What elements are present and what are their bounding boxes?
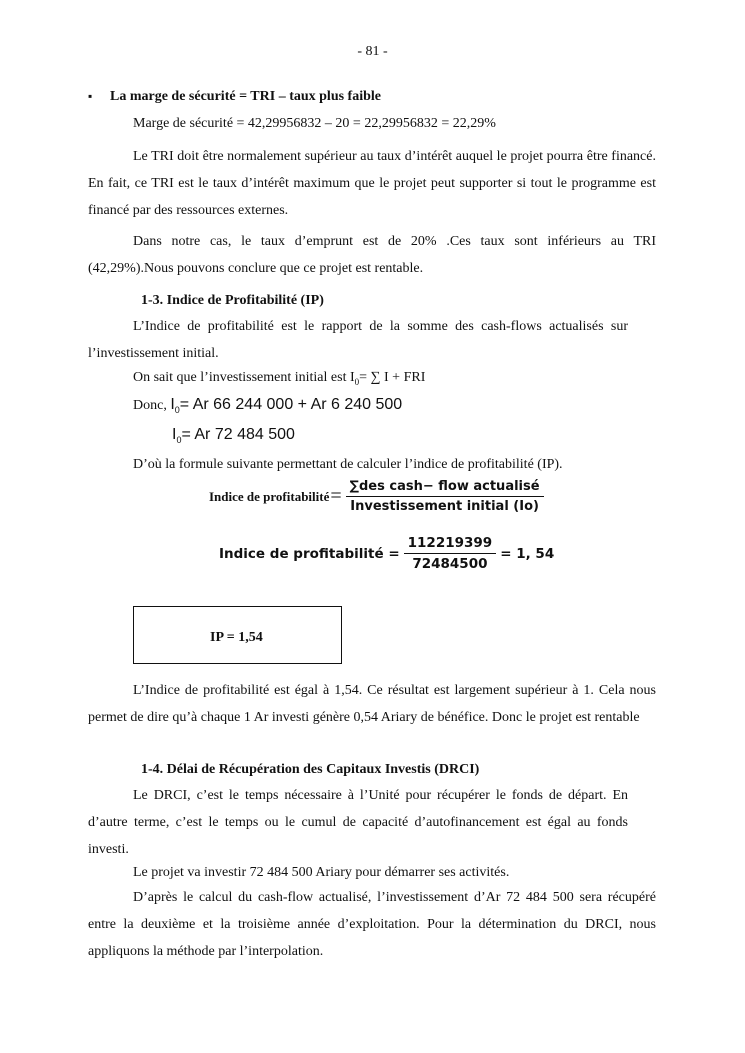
known-sub: 0 [354,376,360,387]
formula2-denominator: 72484500 [412,556,488,572]
formula1-fraction [346,479,544,514]
paragraph-recovery-text: D’après le calcul du cash-flow actualisé, l’investissement d’Ar 72 484 500 sera récupéré entre la deuxième et la troisième année d’exploitation. Pour la détermination du DRCI, nous appliquons la méthode par l’interpolation. [88,890,656,959]
ip-result-box [133,606,342,664]
margin-formula: Marge de sécurité = 42,29956832 – 20 = 22,29956832 = 22,29% [133,116,496,131]
formula-profitability-values [219,535,554,572]
page-number: - 81 - [357,44,388,59]
paragraph-ip-definition [88,313,628,367]
i0-letter: I [172,426,177,443]
formula2-numerator: 112219399 [404,535,497,554]
paragraph-recovery [88,884,656,965]
section-drci-title: 1-4. Délai de Récupération des Capitaux Investis (DRCI) [141,762,480,777]
formula1-label: Indice de profitabilité [209,488,330,504]
known-suffix: = ∑ I + FRI [359,370,426,385]
formula-profitability-general [209,479,548,514]
known-prefix: On sait que l’investissement initial est I [133,370,355,385]
paragraph-ip-result [88,677,656,731]
section-ip-title: 1-3. Indice de Profitabilité (IP) [141,293,324,308]
paragraph-tri-text: Le TRI doit être normalement supérieur au taux d’intérêt auquel le projet pourra être financé. En fait, ce TRI est le taux d’intérêt maximum que le projet peut supporter si tout le programme est financé par des ressources externes. [88,149,656,218]
paragraph-case-text: Dans notre cas, le taux d’emprunt est de 20% .Ces taux sont inférieurs au TRI (42,29%).Nous pouvons conclure que ce projet est rentable. [88,234,656,276]
donc-word: Donc, [133,398,167,413]
donc-expression: $I_0= Ar$ 66 244 000 + Ar 6 240 500 [170,396,403,416]
formula1-equals: = [330,485,342,507]
bullet-heading [88,89,381,105]
paragraph-case [88,228,656,282]
bullet-heading-text: La marge de sécurité = TRI – taux plus faible [110,89,381,104]
bullet-square-icon: ▪ [88,89,93,103]
line-known-investment [133,370,425,387]
paragraph-drci-definition [88,782,628,863]
paragraph-ip-result-text: L’Indice de profitabilité est égal à 1,54. Ce résultat est largement supérieur à 1. Cela nous permet de dire qu’à chaque 1 Ar investi génère 0,54 Ariary de bénéfice. Donc le projet est rentable [88,683,656,725]
line-i0-total [172,426,295,445]
formula1-denominator: Investissement initial (Io) [350,499,539,514]
paragraph-invest: Le projet va investir 72 484 500 Ariary pour démarrer ses activités. [133,865,510,880]
paragraph-ip-definition-text: L’Indice de profitabilité est le rapport de la somme des cash-flows actualisés sur l’investissement initial. [88,319,628,361]
paragraph-drci-definition-text: Le DRCI, c’est le temps nécessaire à l’Unité pour récupérer le fonds de départ. En d’autre terme, c’est le temps ou le cumul de capacité d’autofinancement est égal au fonds investi. [88,788,628,857]
ip-result-text: IP = 1,54 [210,630,263,645]
formula2-result: = 1, 54 [500,545,555,562]
i0-sub: 0 [176,435,182,446]
i0-rest: = Ar 72 484 500 [181,426,295,443]
paragraph-tri [88,143,656,224]
formula1-numerator: ∑des cash− flow actualisé [346,479,544,497]
formula2-fraction [404,535,497,572]
formula2-label: Indice de profitabilité = [219,545,400,562]
line-donc [133,396,402,415]
line-formula-intro: D’où la formule suivante permettant de calculer l’indice de profitabilité (IP). [133,457,563,472]
